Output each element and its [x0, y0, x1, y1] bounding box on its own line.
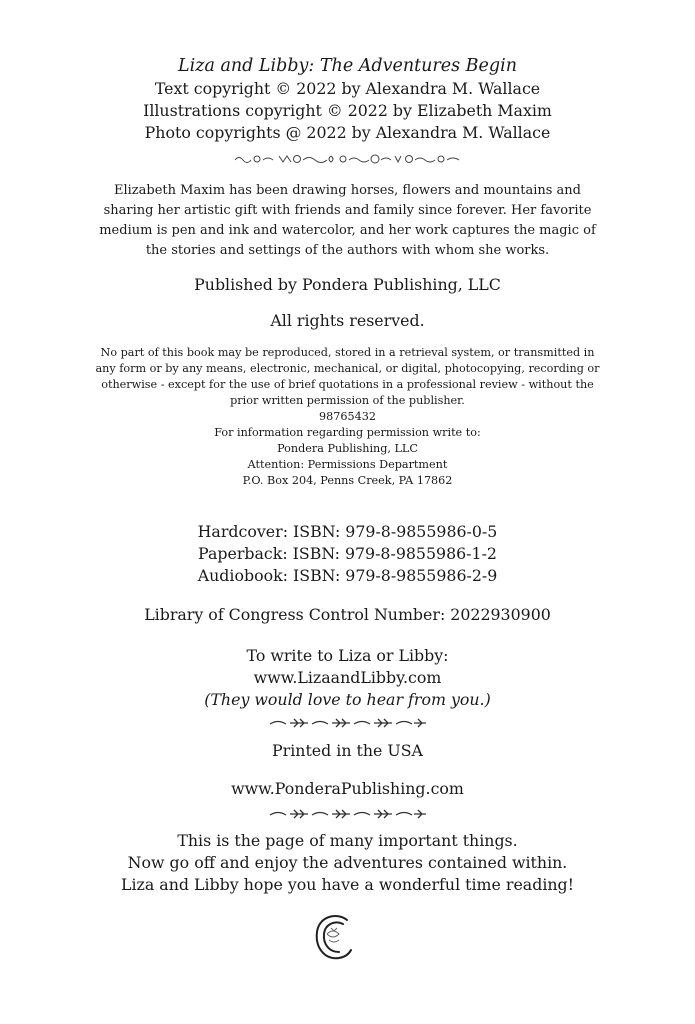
closing-line: This is the page of many important things.	[177, 831, 518, 850]
contact-block	[0, 645, 695, 711]
rights-block	[0, 310, 695, 332]
permission-address: P.O. Box 204, Penns Creek, PA 17862	[242, 474, 453, 487]
publisher-site-block	[0, 778, 695, 800]
publisher-block	[0, 274, 695, 296]
floral-divider-icon	[0, 152, 695, 166]
book-title: Liza and Libby: The Adventures Begin	[178, 56, 517, 76]
illustrator-bio	[0, 181, 695, 261]
loc-number: Library of Congress Control Number: 2022930900	[144, 605, 551, 624]
text-copyright: Text copyright © 2022 by Alexandra M. Wallace	[154, 79, 541, 98]
legal-line: prior written permission of the publisher.	[230, 394, 465, 407]
legal-line: otherwise - except for the use of brief quotations in a professional review - without the	[101, 378, 594, 391]
isbn-hardcover: Hardcover: ISBN: 979-8-9855986-0-5	[197, 522, 498, 541]
published-by: Published by Pondera Publishing, LLC	[194, 275, 501, 294]
permission-company: Pondera Publishing, LLC	[277, 442, 418, 455]
legal-line: any form or by any means, electronic, mechanical, or digital, photocopying, recording or	[95, 362, 600, 375]
closing-line: Liza and Libby hope you have a wonderful time reading!	[120, 875, 575, 894]
bio-line: sharing her artistic gift with friends and family since forever. Her favorite	[103, 203, 592, 218]
closing-line: Now go off and enjoy the adventures contained within.	[127, 853, 568, 872]
illustrations-copyright: Illustrations copyright © 2022 by Elizabeth Maxim	[143, 101, 552, 120]
loc-block	[0, 604, 695, 626]
isbn-block	[0, 521, 695, 587]
permission-heading: For information regarding permission write to:	[214, 426, 481, 439]
publisher-website: www.PonderaPublishing.com	[231, 779, 464, 798]
print-number: 98765432	[319, 410, 376, 423]
isbn-paperback: Paperback: ISBN: 979-8-9855986-1-2	[198, 544, 497, 563]
arrow-divider-icon	[0, 716, 695, 730]
contact-website: www.LizaandLibby.com	[253, 668, 442, 687]
permission-attention: Attention: Permissions Department	[247, 458, 448, 471]
contact-heading: To write to Liza or Libby:	[246, 646, 449, 665]
bio-line: medium is pen and ink and watercolor, and her work captures the magic of	[99, 223, 596, 238]
legal-notice	[0, 345, 695, 489]
printed-in: Printed in the USA	[272, 741, 423, 760]
all-rights-reserved: All rights reserved.	[270, 311, 425, 330]
contact-note: (They would love to hear from you.)	[204, 690, 491, 709]
photo-copyright: Photo copyrights @ 2022 by Alexandra M. Wallace	[144, 123, 551, 142]
isbn-audiobook: Audiobook: ISBN: 979-8-9855986-2-9	[197, 566, 498, 585]
bio-line: the stories and settings of the authors with whom she works.	[145, 243, 550, 258]
printed-block	[0, 740, 695, 762]
legal-line: No part of this book may be reproduced, stored in a retrieval system, or transmitted in	[100, 346, 595, 359]
arrow-divider-icon	[0, 807, 695, 821]
closing-block	[0, 830, 695, 896]
header-block	[0, 55, 695, 144]
bio-line: Elizabeth Maxim has been drawing horses, flowers and mountains and	[114, 183, 581, 198]
publisher-logo-icon	[309, 910, 359, 965]
